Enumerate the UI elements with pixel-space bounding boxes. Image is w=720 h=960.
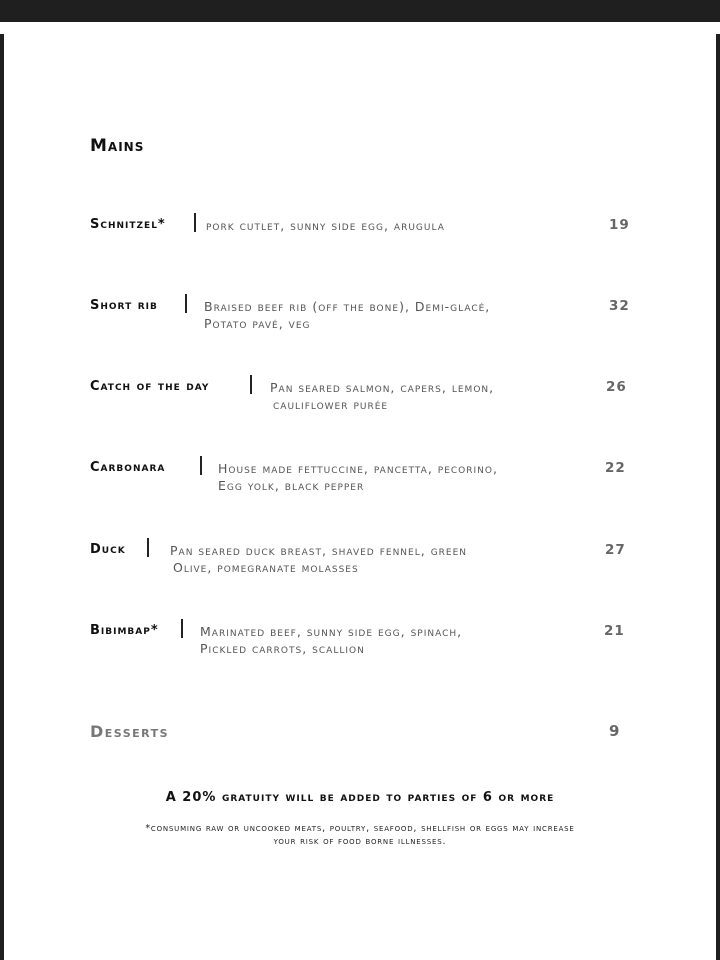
item-price: 32: [609, 298, 630, 314]
menu-page: [4, 34, 716, 960]
item-description: [270, 379, 494, 413]
item-description-line1: House made fettuccine, pancetta, pecorino,: [218, 461, 498, 476]
top-dark-bar: [0, 0, 720, 22]
divider: [250, 375, 252, 394]
divider: [147, 538, 149, 557]
item-description: [170, 542, 467, 576]
desserts-price: 9: [609, 722, 620, 740]
divider: [181, 619, 183, 638]
item-description-line2: Egg yolk, black pepper: [218, 478, 365, 493]
item-description: [218, 460, 498, 494]
item-description-line1: pork cutlet, sunny side egg, arugula: [206, 218, 445, 233]
top-gap: [0, 22, 720, 34]
item-name: Carbonara: [90, 460, 166, 475]
item-price: 19: [609, 217, 630, 233]
health-notice: [4, 822, 716, 848]
divider: [200, 456, 202, 475]
item-price: 26: [606, 379, 627, 395]
item-description-line1: Marinated beef, sunny side egg, spinach,: [200, 624, 463, 639]
item-description-line1: Pan seared salmon, capers, lemon,: [270, 380, 495, 395]
divider: [194, 213, 196, 232]
health-notice-line1: *consuming raw or uncooked meats, poultry, seafood, shellfish or eggs may increase: [145, 823, 575, 834]
item-description: [206, 217, 445, 234]
item-description-line1: Braised beef rib (off the bone), Demi-glacé,: [204, 299, 491, 314]
item-name: Catch of the day: [90, 379, 210, 394]
item-description-line2: Olive, pomegranate molasses: [173, 560, 359, 575]
item-description-line2: Pickled carrots, scallion: [200, 641, 365, 656]
item-name: Schnitzel*: [90, 217, 166, 232]
desserts-heading: Desserts: [90, 722, 170, 741]
gratuity-note: A 20% gratuity will be added to parties of 6 or more: [165, 790, 555, 805]
item-name: Duck: [90, 542, 126, 557]
item-description-line1: Pan seared duck breast, shaved fennel, green: [170, 543, 468, 558]
item-description-line2: Potato pavé, veg: [204, 316, 311, 331]
divider: [185, 294, 187, 313]
item-price: 27: [605, 542, 626, 558]
item-description: [200, 623, 462, 657]
item-price: 22: [605, 460, 626, 476]
item-name: Bibimbap*: [90, 623, 159, 638]
item-description-line2: cauliflower purée: [273, 397, 389, 412]
item-description: [204, 298, 490, 332]
section-title: Mains: [90, 136, 145, 156]
health-notice-line2: your risk of food borne illnesses.: [273, 836, 447, 847]
item-price: 21: [604, 623, 625, 639]
item-name: Short rib: [90, 298, 158, 313]
